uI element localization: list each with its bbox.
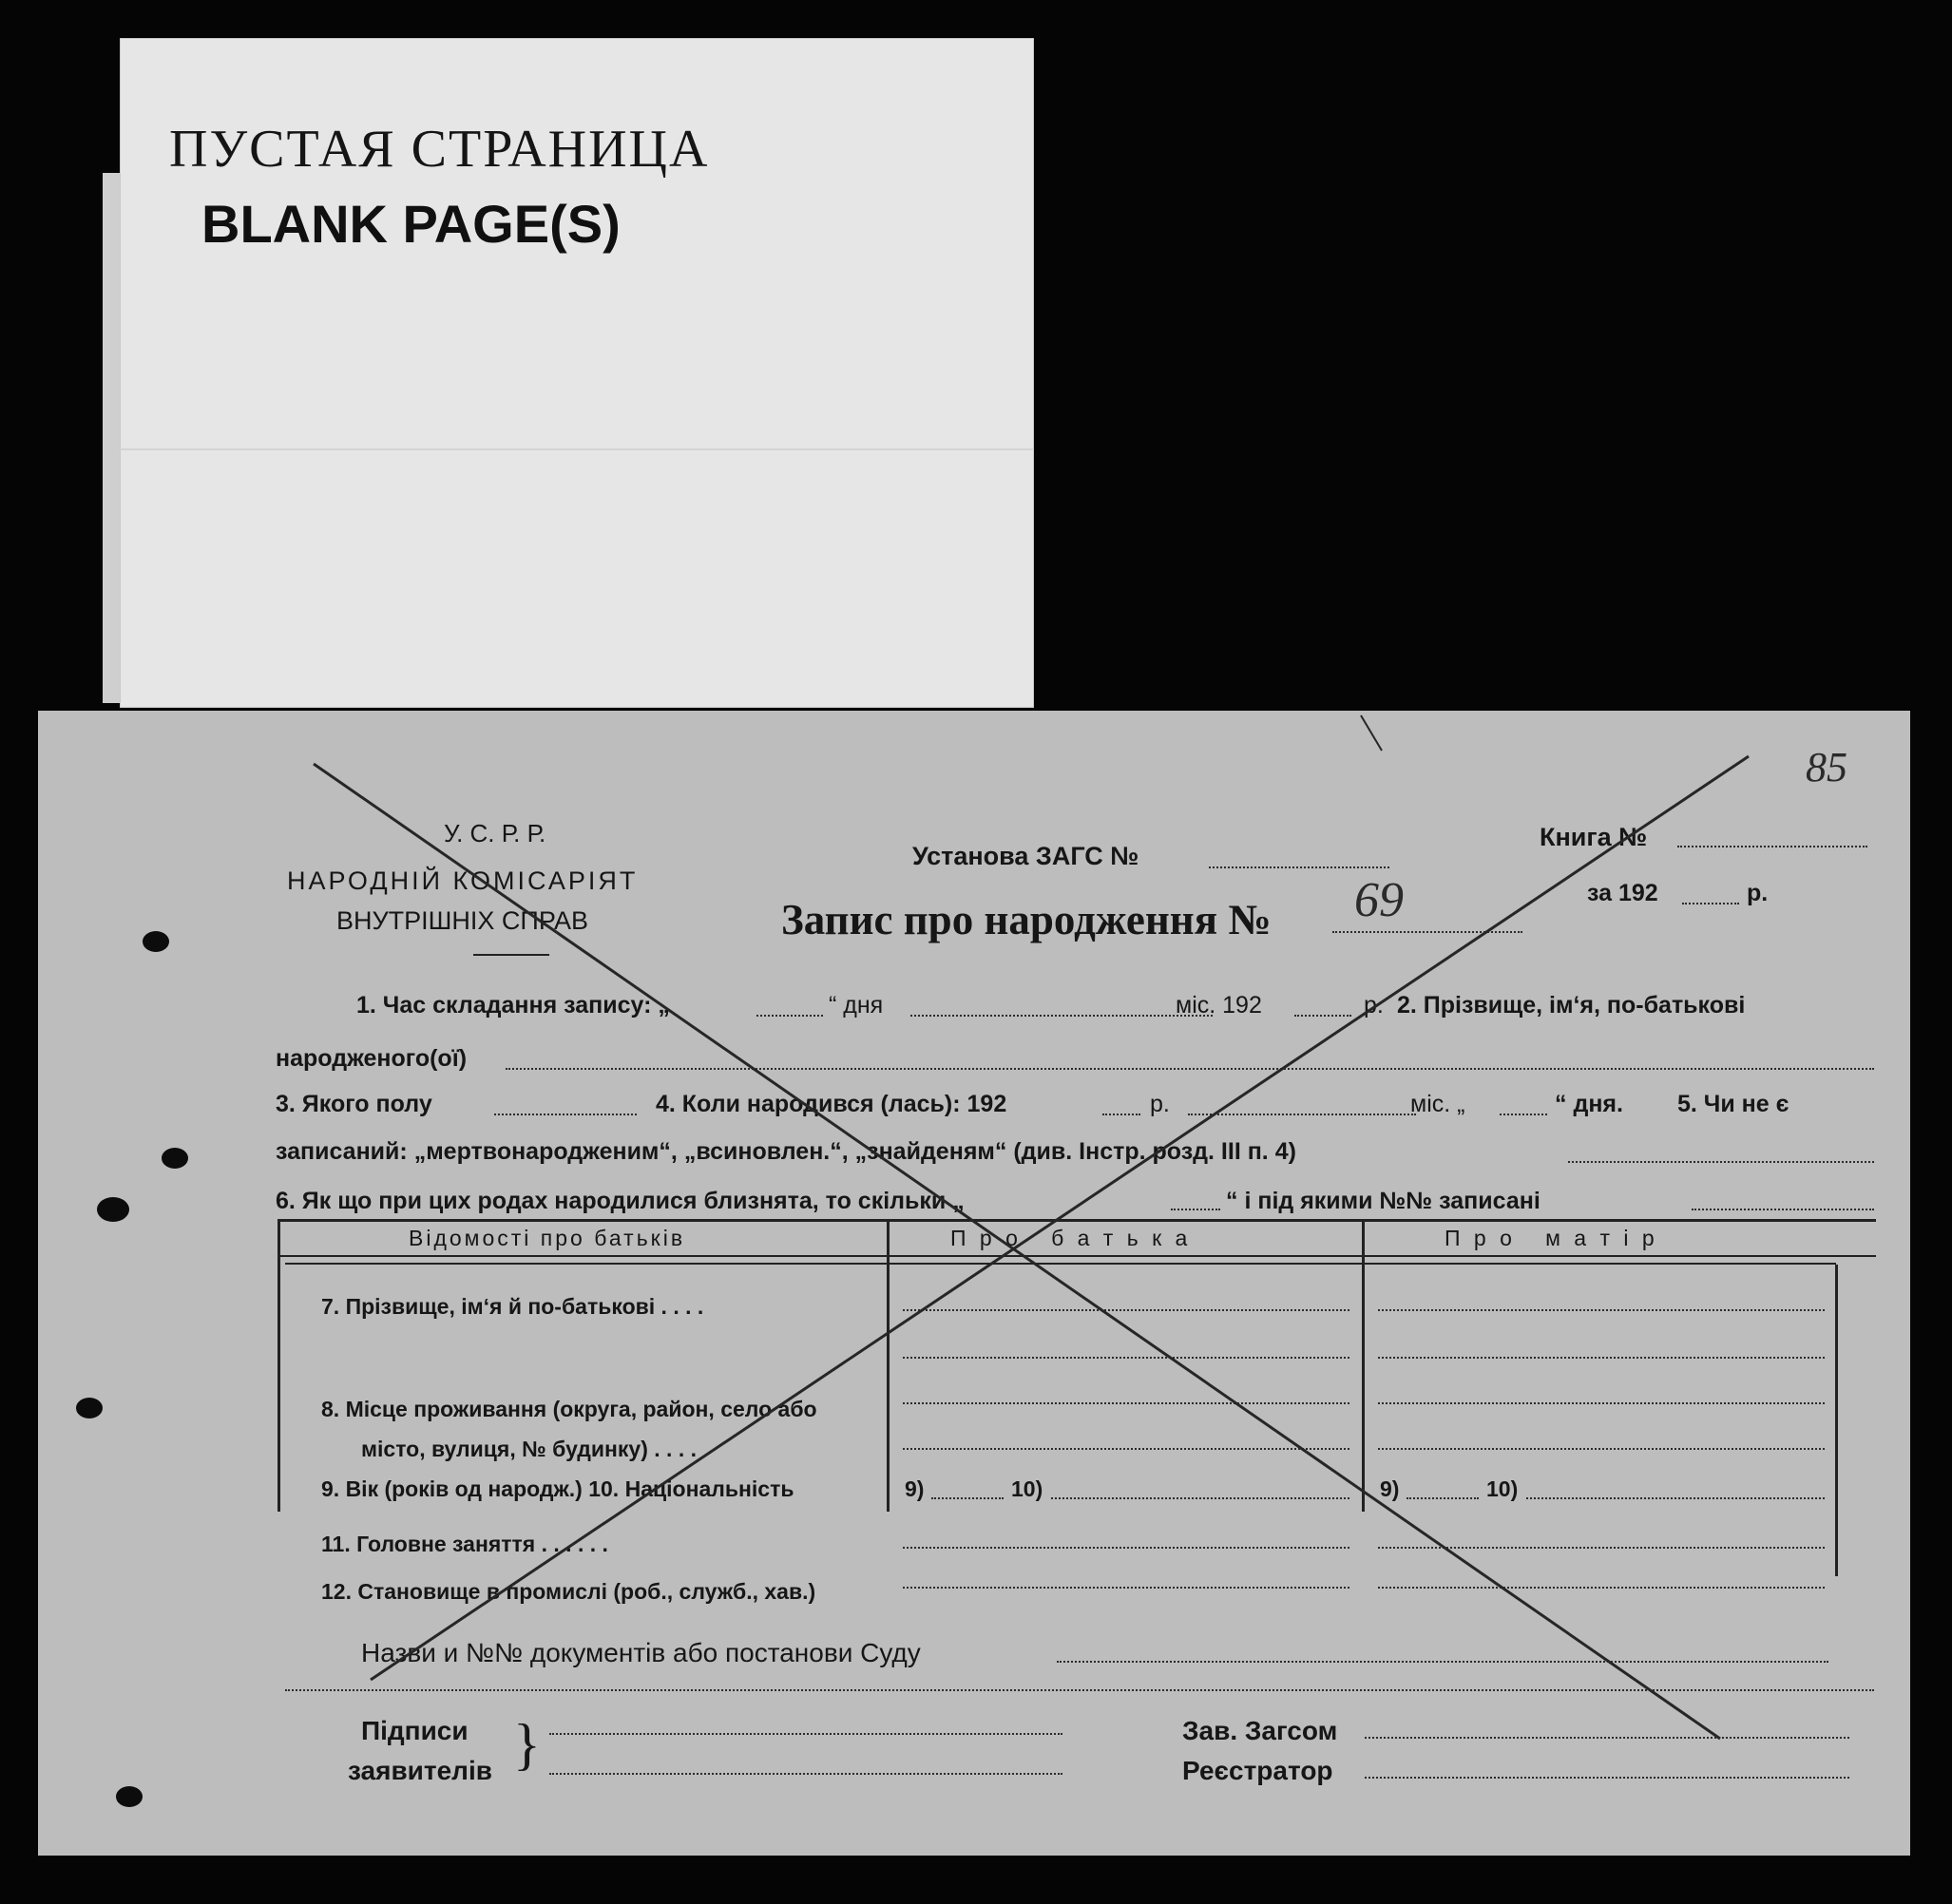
- q1-day-quote: “ дня: [829, 992, 884, 1019]
- q2-name-label: 2. Прізвище, ім‘я, по-батькові: [1397, 992, 1746, 1019]
- q4-mis: міс. „: [1410, 1091, 1465, 1117]
- blank-page-title-ru: ПУСТАЯ СТРАНИЦА: [169, 120, 710, 179]
- cancellation-cross: [38, 711, 1910, 1856]
- row-8-residence: 8. Місце проживання (округа, район, село або: [321, 1397, 817, 1421]
- q3-sex-label: 3. Якого полу: [276, 1091, 432, 1117]
- row-8-residence-cont: місто, вулиця, № будинку) . . . .: [361, 1437, 697, 1461]
- blank-page-title-en: BLANK PAGE(S): [201, 194, 621, 254]
- q1-month-year: міс. 192: [1176, 992, 1262, 1019]
- th-about-father: П р о б а т ь к а: [950, 1226, 1192, 1250]
- year-suffix: р.: [1747, 880, 1769, 906]
- mother-nationality-label: 10): [1486, 1476, 1519, 1501]
- record-number: 69: [1354, 873, 1404, 927]
- q1-r-sep: р.: [1364, 992, 1384, 1019]
- signatures-brace: }: [513, 1713, 541, 1776]
- year-label: за 192: [1587, 880, 1658, 906]
- father-nationality-label: 10): [1011, 1476, 1043, 1501]
- book-label: Книга №: [1540, 823, 1648, 851]
- applicants-label: заявителів: [348, 1756, 492, 1785]
- q5-label: 5. Чи не є: [1677, 1091, 1789, 1117]
- institution-label: Установа ЗАГС №: [912, 842, 1139, 870]
- row-12-status: 12. Становище в промислі (роб., служб., хав.): [321, 1579, 816, 1604]
- q5-continuation: записаний: „мертвонародженим“, „всиновлен.“, „знайденям“ (див. Інстр. розд. III п. 4): [276, 1138, 1296, 1165]
- q2-born-child-label: народженого(ої): [276, 1045, 468, 1072]
- q6-twins-label: 6. Як що при цих родах народилися близнята, то скільки „: [276, 1188, 965, 1214]
- row-7-name: 7. Прізвище, ім‘я й по-батькові . . . .: [321, 1294, 704, 1319]
- header-ussr: У. С. Р. Р.: [444, 819, 546, 847]
- row-11-occupation: 11. Головне заняття . . . . . .: [321, 1532, 608, 1556]
- documents-label: Назви и №№ документів або постанови Суду: [361, 1638, 921, 1667]
- page-number: 85: [1806, 744, 1847, 790]
- header-internal-affairs: ВНУТРІШНІХ СПРАВ: [336, 906, 589, 935]
- q4-day: “ дня.: [1555, 1091, 1623, 1117]
- th-about-mother: П р о м а т і р: [1445, 1226, 1658, 1250]
- pen-mark: [1361, 715, 1382, 751]
- th-parents-info: Відомості про батьків: [409, 1226, 686, 1250]
- cross-stroke: [314, 764, 1720, 1739]
- fold-line: [120, 448, 1034, 450]
- header-commissariat: НАРОДНІЙ КОМІСАРІЯТ: [287, 866, 639, 895]
- q4-born-label: 4. Коли народився (лась): 192: [656, 1091, 1007, 1117]
- q6-tail: “ і під якими №№ записані: [1226, 1188, 1541, 1214]
- mother-age-label: 9): [1380, 1476, 1400, 1501]
- cross-stroke: [371, 756, 1749, 1680]
- form-title: Запис про народження №: [781, 896, 1272, 943]
- birth-record-form: [38, 711, 1910, 1856]
- signatures-label: Підписи: [361, 1716, 469, 1745]
- row-9-10-age-nationality: 9. Вік (років од народж.) 10. Національність: [321, 1476, 794, 1501]
- father-age-label: 9): [905, 1476, 925, 1501]
- q1-time-label: 1. Час складання запису: „: [356, 992, 670, 1019]
- zags-head-label: Зав. Загсом: [1182, 1716, 1338, 1745]
- q4-r: р.: [1150, 1091, 1170, 1117]
- registrar-label: Реєстратор: [1182, 1756, 1333, 1785]
